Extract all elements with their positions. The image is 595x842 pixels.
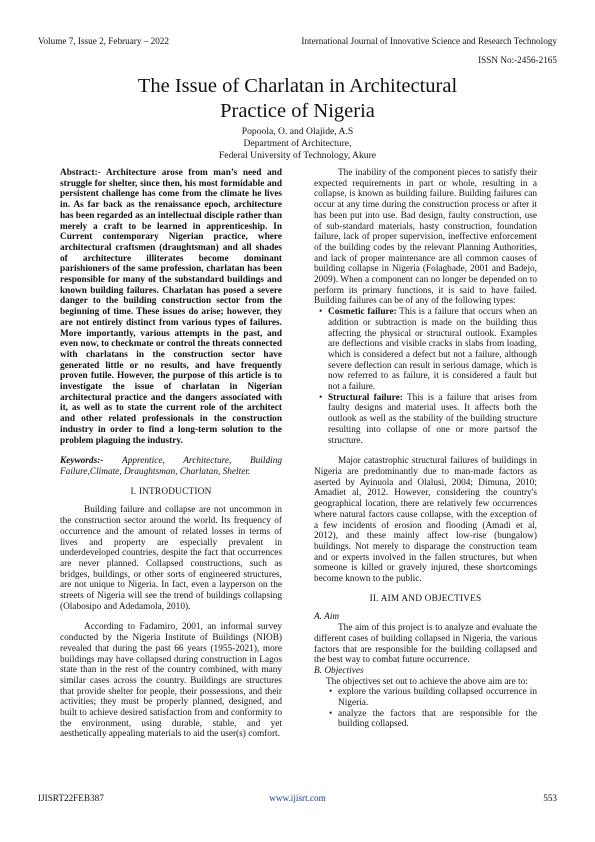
cosmetic-failure-label: Cosmetic failure:: [328, 307, 397, 318]
right-column: [314, 168, 537, 730]
objectives-intro: The objectives set out to achieve the above aim are to:: [326, 676, 528, 687]
footer-page-number: 553: [543, 793, 557, 803]
footer-paper-code: IJISRT22FEB387: [38, 793, 104, 803]
intro-paragraph-1: Building failure and collapse are not uncommon in the construction sector around the world. Its frequency of occurrence and the amount of related losses in terms of lives and property are especially prevalent in underdeveloped countries, despite the fact that occurrences are never planned. Collapsed constructions, such as bridges, buildings, or other sorts of engineered structures, are not unique to Nigeria. In fact, even a layperson on the streets of Nigeria will see the trend of buildings collapsing (Olabosipo and Adedamola, 2010).: [60, 505, 282, 612]
bullet-icon: •: [329, 687, 333, 698]
list-item: [329, 708, 537, 730]
objectives-list: [314, 687, 537, 730]
bullet-icon: •: [329, 708, 333, 719]
catastrophic-failures-paragraph: Major catastrophic structural failures of buildings in Nigeria are predominantly due to man-made factors as aserted by Ayinuola and Olalusi, 2004; Dimuna, 2010; Amadiet al, 2012. However, considering the country's geographical location, there are relatively few occurrences where natural factors cause collapse, with the exception of a few incidents of erosion and flooding (Amadi et al, 2012), and these mainly affect low-rise (bungalow) buildings. Not merely to disparage the construction team and or experts involved in the fallen structures, but when someone is killed or gravely injured, these shortcomings become known to the public.: [314, 456, 537, 585]
paper-title: [0, 74, 595, 124]
aim-paragraph: The aim of this project is to analyze and evaluate the different cases of building collapsed in Nigeria, the various factors that are responsible for the building collapsed and the best way to combat future occurrence.: [314, 623, 537, 666]
failure-types-list: [314, 307, 537, 446]
bullet-icon: •: [319, 392, 323, 403]
list-item: [329, 687, 537, 709]
building-failure-paragraph: The inability of the component pieces to satisfy their expected requirements in part or whole, resulting in a collapse, is known as building failure. Building failures can occur at any time during the construction process or after it has been put into use. Bad design, faulty construction, use of sub-standard materials, hasty construction, foundation failure, lack of proper supervision, ineffective enforcement of the building codes by the relevant Planning Authorities, and lack of proper maintenance are all common causes of building collapse in Nigeria (Folagbade, 2001 and Badejo, 2009). When a component can no longer be depended on to perform its primary functions, it is said to have failed. Building failures can be of any of the following types:: [314, 168, 537, 307]
footer-url[interactable]: www.ijisrt.com: [269, 793, 326, 803]
objective-1: explore the various building collapsed occurrence in Nigeria.: [338, 687, 537, 709]
header-volume: Volume 7, Issue 2, February – 2022: [38, 36, 169, 46]
author-university: Federal University of Technology, Akure: [218, 150, 377, 161]
structural-failure-label: Structural failure:: [328, 392, 403, 403]
list-item: [319, 307, 537, 393]
objective-2: analyze the factors that are responsible for the building collapsed.: [338, 708, 537, 730]
author-names: Popoola, O. and Olajide, A.S: [241, 126, 354, 137]
objectives-subheading: B. Objectives: [314, 665, 364, 676]
intro-paragraph-2: According to Fadamiro, 2001, an informal survey conducted by the Nigeria Institute of Buildings (NIOB) revealed that during the past 66 years (1955-2021), more buildings may have collapsed during construction in Lagos state than in the rest of the country combined, with many similar cases across the country. Buildings are structures that provide shelter for people, their possessions, and their activities; they must be properly planned, designed, and built to achieve desired satisfaction from and conformity to the environment, using durable, stable, and yet aesthetically appealing materials to aid the user(s) comfort.: [60, 622, 282, 740]
abstract: Abstract:- Architecture arose from man’s need and struggle for shelter, since then, his most formidable and persistent challenge has come from the climate he lives in. As far back as the renaissance epoch, architecture has been regarded as an intellectual disciple rather than merely a craft to be learned in apprenticeship. In Current contemporary Nigerian practice, where architectural craftsmen (draughtsman) and all shades of architecture illiterates become dominant parishioners of the same profession, charlatan has been responsible for many of the substandard buildings and known building failures. Charlatan has posed a severe danger to the building construction sector from the beginning of time. These issues do arise; however, they are not entirely distinct from various types of failures. More importantly, various attempts in the past, and even now, to checkmate or control the threats connected with charlatans in the construction sector have generated little or no results, and have frequently proven futile. However, the purpose of this article is to investigate the issue of charlatan in Nigerian architectural practice and the dangers associated with it, as well as to state the current role of the architect and other related professionals in the construction industry in order to find a long-term solution to the problem plaguing the industry.: [60, 168, 282, 446]
title-line-1: The Issue of Charlatan in Architectural: [137, 75, 458, 97]
keywords-label: Keywords:-: [60, 456, 104, 467]
keywords: [60, 456, 282, 477]
left-column: [60, 168, 282, 740]
header-issn: ISSN No:-2456-2165: [478, 55, 557, 65]
structural-failure-text: This is a failure that arises from faulty designs and material uses. It affects both the outlook as well as the stability of the building structure resulting into collapse of one or more partsof the structure.: [328, 392, 537, 446]
section-heading-introduction: I. INTRODUCTION: [130, 486, 212, 497]
title-line-2: Practice of Nigeria: [220, 100, 375, 122]
header-journal: International Journal of Innovative Science and Research Technology: [301, 36, 557, 46]
bullet-icon: •: [319, 307, 323, 318]
section-heading-aim-objectives: II. AIM AND OBJECTIVES: [369, 593, 482, 604]
list-item: [319, 392, 537, 447]
author-block: [0, 126, 595, 162]
keywords-text: Apprentice, Architecture, Building Failure,Climate, Draughtsman, Charlatan, Shelter.: [60, 456, 283, 477]
cosmetic-failure-text: This is a failure that occurs when an addition or subtraction is made on the building thus affecting the physical or structural outlook. Examples are deflections and visible cracks in slabs from loading, which is considered a defect but not a failure, although severe deflection can result in serious damage, which is now referred to as failure, it is considered a fault but not a failure.: [328, 307, 537, 393]
aim-subheading: A. Aim: [314, 612, 340, 623]
author-department: Department of Architecture,: [243, 138, 352, 149]
